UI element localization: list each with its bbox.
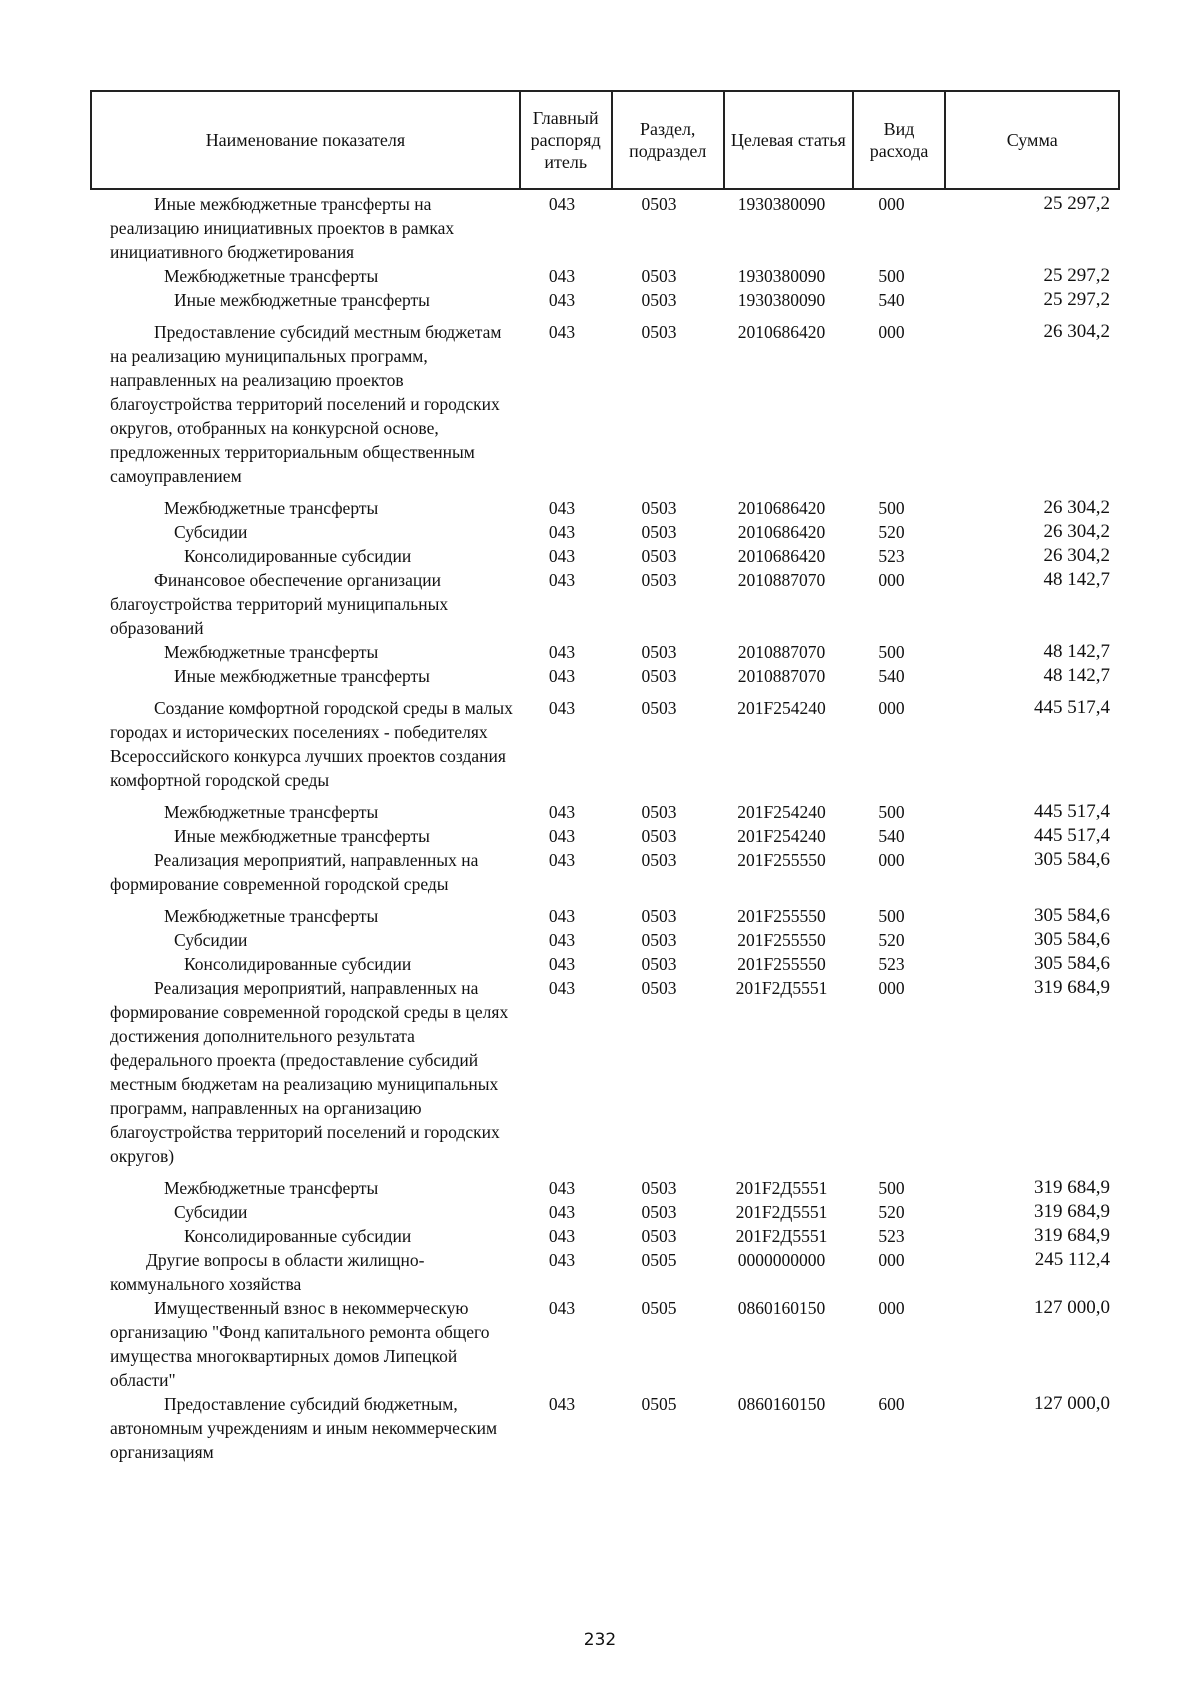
row-sum: 48 142,7 <box>1043 641 1110 662</box>
row-grbs: 043 <box>548 498 576 518</box>
row-sum: 25 297,2 <box>1043 265 1110 286</box>
row-razdel: 0503 <box>641 826 677 846</box>
row-expense-type: 000 <box>878 978 905 998</box>
table-row <box>90 904 1120 928</box>
row-sum: 319 684,9 <box>1034 1225 1110 1246</box>
row-expense-type: 500 <box>878 906 905 926</box>
row-name: Субсидии <box>174 930 248 950</box>
row-name: Иные межбюджетные трансферты на реализацию инициативных проектов в рамках инициативного бюджетирования <box>110 194 455 262</box>
row-razdel: 0503 <box>641 498 677 518</box>
row-name: Финансовое обеспечение организации благоустройства территорий муниципальных образований <box>110 570 449 638</box>
row-razdel: 0503 <box>641 930 677 950</box>
row-grbs: 043 <box>548 1178 576 1198</box>
row-sum: 445 517,4 <box>1034 801 1110 822</box>
row-grbs: 043 <box>548 290 576 310</box>
table-row <box>90 288 1120 312</box>
row-sum: 26 304,2 <box>1043 545 1110 566</box>
table-row <box>90 696 1120 792</box>
row-expense-type: 523 <box>878 1226 905 1246</box>
table-row <box>90 568 1120 640</box>
row-razdel: 0503 <box>641 194 677 214</box>
row-expense-type: 600 <box>878 1394 905 1414</box>
row-target: 2010686420 <box>737 546 826 566</box>
table-row <box>90 928 1120 952</box>
row-name: Субсидии <box>174 522 248 542</box>
row-expense-type: 500 <box>878 1178 905 1198</box>
row-target: 2010887070 <box>737 642 826 662</box>
table-body <box>90 192 1120 1464</box>
row-grbs: 043 <box>548 570 576 590</box>
row-sum: 305 584,6 <box>1034 905 1110 926</box>
row-expense-type: 520 <box>878 522 905 542</box>
table-row <box>90 976 1120 1168</box>
row-grbs: 043 <box>548 954 576 974</box>
row-razdel: 0503 <box>641 1178 677 1198</box>
row-target: 2010887070 <box>737 666 826 686</box>
row-sum: 48 142,7 <box>1043 665 1110 686</box>
row-expense-type: 520 <box>878 930 905 950</box>
row-grbs: 043 <box>548 1202 576 1222</box>
row-target: 201F255550 <box>737 954 826 974</box>
row-target: 201F2Д5551 <box>735 1178 828 1198</box>
row-razdel: 0503 <box>641 850 677 870</box>
row-sum: 305 584,6 <box>1034 929 1110 950</box>
row-grbs: 043 <box>548 802 576 822</box>
row-target: 201F255550 <box>737 930 826 950</box>
row-razdel: 0503 <box>641 978 677 998</box>
row-name: Консолидированные субсидии <box>184 546 412 566</box>
row-grbs: 043 <box>548 1226 576 1246</box>
table-row <box>90 952 1120 976</box>
row-name: Межбюджетные трансферты <box>164 906 379 926</box>
row-sum: 127 000,0 <box>1034 1297 1110 1318</box>
row-name: Межбюджетные трансферты <box>164 1178 379 1198</box>
row-expense-type: 523 <box>878 546 905 566</box>
row-target: 1930380090 <box>737 266 826 286</box>
row-name: Межбюджетные трансферты <box>164 802 379 822</box>
row-name: Реализация мероприятий, направленных на формирование современной городской среды <box>110 850 479 894</box>
row-target: 2010887070 <box>737 570 826 590</box>
row-target: 0860160150 <box>737 1298 826 1318</box>
row-grbs: 043 <box>548 322 576 342</box>
row-name: Межбюджетные трансферты <box>164 642 379 662</box>
row-expense-type: 500 <box>878 498 905 518</box>
row-grbs: 043 <box>548 522 576 542</box>
row-name: Иные межбюджетные трансферты <box>174 290 430 310</box>
header-razdel: Раздел, подраздел <box>612 91 724 189</box>
row-target: 2010686420 <box>737 498 826 518</box>
row-expense-type: 000 <box>878 322 905 342</box>
row-grbs: 043 <box>548 906 576 926</box>
row-target: 2010686420 <box>737 522 826 542</box>
row-sum: 245 112,4 <box>1034 1249 1110 1270</box>
row-target: 201F2Д5551 <box>735 978 828 998</box>
row-target: 201F2Д5551 <box>735 1202 828 1222</box>
row-name: Имущественный взнос в некоммерческую организацию "Фонд капитального ремонта общего имущества многоквартирных домов Липецкой области" <box>110 1298 490 1390</box>
table-row <box>90 1224 1120 1248</box>
row-grbs: 043 <box>548 194 576 214</box>
row-name: Консолидированные субсидии <box>184 1226 412 1246</box>
row-target: 201F255550 <box>737 906 826 926</box>
header-sum: Сумма <box>945 91 1119 189</box>
row-grbs: 043 <box>548 930 576 950</box>
row-target: 201F254240 <box>737 826 826 846</box>
row-grbs: 043 <box>548 978 576 998</box>
table-row <box>90 1176 1120 1200</box>
row-target: 0860160150 <box>737 1394 826 1414</box>
row-target: 201F2Д5551 <box>735 1226 828 1246</box>
row-expense-type: 500 <box>878 642 905 662</box>
row-sum: 319 684,9 <box>1034 977 1110 998</box>
row-expense-type: 000 <box>878 850 905 870</box>
row-razdel: 0503 <box>641 698 677 718</box>
row-expense-type: 540 <box>878 826 905 846</box>
row-target: 0000000000 <box>737 1250 826 1270</box>
row-grbs: 043 <box>548 1250 576 1270</box>
row-razdel: 0503 <box>641 322 677 342</box>
row-target: 201F255550 <box>737 850 826 870</box>
row-grbs: 043 <box>548 850 576 870</box>
row-name: Консолидированные субсидии <box>184 954 412 974</box>
row-sum: 319 684,9 <box>1034 1177 1110 1198</box>
row-name: Другие вопросы в области жилищно-коммунального хозяйства <box>110 1250 425 1294</box>
row-razdel: 0503 <box>641 906 677 926</box>
header-name: Наименование показателя <box>91 91 520 189</box>
row-name: Иные межбюджетные трансферты <box>174 826 430 846</box>
row-sum: 127 000,0 <box>1034 1393 1110 1414</box>
row-expense-type: 540 <box>878 666 905 686</box>
row-grbs: 043 <box>548 266 576 286</box>
row-razdel: 0503 <box>641 642 677 662</box>
table-row <box>90 640 1120 664</box>
row-grbs: 043 <box>548 698 576 718</box>
row-expense-type: 000 <box>878 698 905 718</box>
header-target: Целевая статья <box>724 91 853 189</box>
row-razdel: 0505 <box>641 1250 677 1270</box>
row-razdel: 0503 <box>641 666 677 686</box>
table-row <box>90 1200 1120 1224</box>
row-expense-type: 000 <box>878 1250 905 1270</box>
row-razdel: 0503 <box>641 954 677 974</box>
row-grbs: 043 <box>548 642 576 662</box>
table-header <box>90 90 1120 190</box>
table-row <box>90 1296 1120 1392</box>
row-grbs: 043 <box>548 666 576 686</box>
page-number: 232 <box>583 1630 617 1650</box>
row-expense-type: 540 <box>878 290 905 310</box>
row-sum: 305 584,6 <box>1034 953 1110 974</box>
row-name: Предоставление субсидий бюджетным, автономным учреждениям и иным некоммерческим организациям <box>110 1394 498 1462</box>
table-row <box>90 1392 1120 1464</box>
row-sum: 445 517,4 <box>1034 825 1110 846</box>
table-row <box>90 320 1120 488</box>
row-grbs: 043 <box>548 826 576 846</box>
row-sum: 25 297,2 <box>1043 193 1110 214</box>
row-expense-type: 000 <box>878 570 905 590</box>
row-name: Реализация мероприятий, направленных на формирование современной городской среды в целях достижения дополнительного результата федерального проекта (предоставление субсидий местным бюджетам на реализацию муниципальных программ, направленных на организацию благоустройства территорий поселений и городских округов) <box>110 978 509 1166</box>
row-expense-type: 000 <box>878 1298 905 1318</box>
row-razdel: 0503 <box>641 266 677 286</box>
row-razdel: 0503 <box>641 1202 677 1222</box>
row-expense-type: 500 <box>878 266 905 286</box>
row-razdel: 0503 <box>641 546 677 566</box>
row-target: 201F254240 <box>737 698 826 718</box>
table-row <box>90 520 1120 544</box>
row-razdel: 0503 <box>641 290 677 310</box>
row-sum: 26 304,2 <box>1043 521 1110 542</box>
row-target: 1930380090 <box>737 290 826 310</box>
table-row <box>90 544 1120 568</box>
row-sum: 319 684,9 <box>1034 1201 1110 1222</box>
row-name: Межбюджетные трансферты <box>164 498 379 518</box>
table-row <box>90 1248 1120 1296</box>
row-razdel: 0503 <box>641 802 677 822</box>
row-razdel: 0503 <box>641 1226 677 1246</box>
row-name: Предоставление субсидий местным бюджетам на реализацию муниципальных программ, направленных на реализацию проектов благоустройства территорий поселений и городских округов, отобранных на конкурсной основе, предложенных территориальным общественным самоуправлением <box>110 322 502 486</box>
row-expense-type: 520 <box>878 1202 905 1222</box>
row-razdel: 0505 <box>641 1394 677 1414</box>
table-row <box>90 664 1120 688</box>
row-target: 201F254240 <box>737 802 826 822</box>
table-row <box>90 800 1120 824</box>
row-name: Иные межбюджетные трансферты <box>174 666 430 686</box>
row-name: Межбюджетные трансферты <box>164 266 379 286</box>
header-expense-type: Вид расхода <box>853 91 946 189</box>
row-sum: 25 297,2 <box>1043 289 1110 310</box>
row-target: 1930380090 <box>737 194 826 214</box>
row-grbs: 043 <box>548 1394 576 1414</box>
row-sum: 445 517,4 <box>1034 697 1110 718</box>
row-sum: 26 304,2 <box>1043 497 1110 518</box>
document-page <box>90 90 1120 1464</box>
row-name: Создание комфортной городской среды в малых городах и исторических поселениях - победителях Всероссийского конкурса лучших проектов создания комфортной городской среды <box>110 698 513 790</box>
row-grbs: 043 <box>548 546 576 566</box>
row-sum: 26 304,2 <box>1043 321 1110 342</box>
table-row <box>90 264 1120 288</box>
row-expense-type: 000 <box>878 194 905 214</box>
row-razdel: 0503 <box>641 522 677 542</box>
row-razdel: 0505 <box>641 1298 677 1318</box>
row-name: Субсидии <box>174 1202 248 1222</box>
table-row <box>90 496 1120 520</box>
header-grbs: Главный распоряд итель <box>520 91 612 189</box>
table-row <box>90 824 1120 848</box>
table-row <box>90 192 1120 264</box>
row-target: 2010686420 <box>737 322 826 342</box>
row-razdel: 0503 <box>641 570 677 590</box>
row-sum: 48 142,7 <box>1043 569 1110 590</box>
row-expense-type: 500 <box>878 802 905 822</box>
row-grbs: 043 <box>548 1298 576 1318</box>
row-sum: 305 584,6 <box>1034 849 1110 870</box>
table-row <box>90 848 1120 896</box>
row-expense-type: 523 <box>878 954 905 974</box>
